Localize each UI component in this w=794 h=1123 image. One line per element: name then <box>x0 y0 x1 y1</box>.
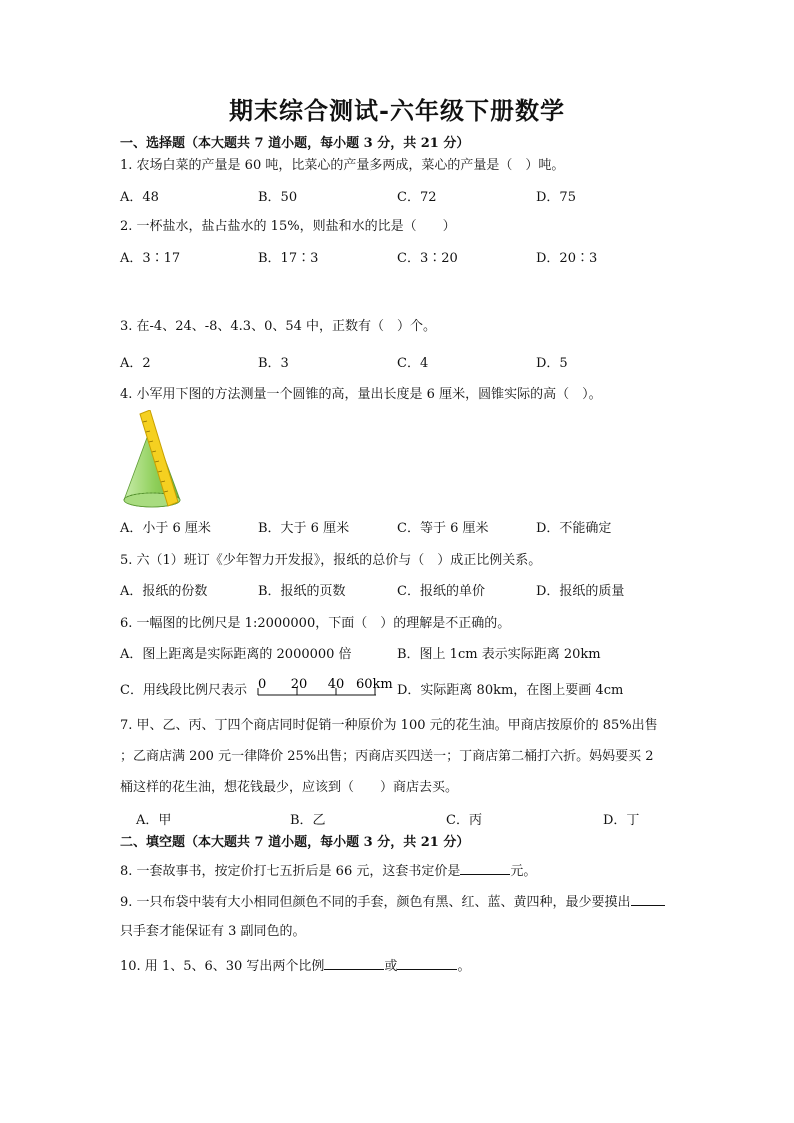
q10-answer-blank-1[interactable] <box>324 957 384 970</box>
question-7-line-3: 桶这样的花生油，想花钱最少，应该到（ ）商店去买。 <box>120 780 459 795</box>
q2-option-a[interactable]: A．3∶17 <box>120 251 181 266</box>
question-2-stem: 2. 一杯盐水，盐占盐水的 15%，则盐和水的比是（ ） <box>120 219 456 234</box>
q6-option-d[interactable]: D．实际距离 80km，在图上要画 4cm <box>397 683 624 698</box>
q2-option-c[interactable]: C．3∶20 <box>397 251 458 266</box>
q3-option-c[interactable]: C．4 <box>397 356 429 371</box>
q10-text-after: 。 <box>457 959 471 974</box>
q6-option-b[interactable]: B．图上 1cm 表示实际距离 20km <box>397 647 601 662</box>
cone-ruler-figure <box>112 410 192 514</box>
q1-option-d[interactable]: D．75 <box>536 190 576 205</box>
line-scale-bar <box>256 674 396 702</box>
question-3-stem: 3. 在-4、24、-8、4.3、0、54 中，正数有（ ）个。 <box>120 319 437 334</box>
q10-answer-blank-2[interactable] <box>397 957 457 970</box>
q3-option-d[interactable]: D．5 <box>536 356 568 371</box>
q1-option-c[interactable]: C．72 <box>397 190 437 205</box>
question-8 <box>120 862 536 880</box>
q7-option-b[interactable]: B．乙 <box>290 813 326 828</box>
question-9-line-2: 只手套才能保证有 3 副同色的。 <box>120 924 306 939</box>
section-heading-choice: 一、选择题（本大题共 7 道小题，每小题 3 分，共 21 分） <box>120 136 470 151</box>
scale-label-0: 0 <box>258 677 267 692</box>
question-7-line-2: ；乙商店满 200 元一律降价 25%出售；丙商店买四送一；丁商店第二桶打六折。妈妈要买 2 <box>120 749 654 764</box>
q10-text-before: 10. 用 1、5、6、30 写出两个比例 <box>120 959 325 974</box>
q7-option-c[interactable]: C．丙 <box>446 813 482 828</box>
question-4-stem: 4. 小军用下图的方法测量一个圆锥的高，量出长度是 6 厘米，圆锥实际的高（ ）。 <box>120 387 602 402</box>
question-1-stem: 1. 农场白菜的产量是 60 吨，比菜心的产量多两成，菜心的产量是（ ）吨。 <box>120 158 565 173</box>
q9-answer-blank[interactable] <box>631 893 665 906</box>
q8-text-before: 8. 一套故事书，按定价打七五折后是 66 元，这套书定价是 <box>120 864 461 879</box>
q10-text-or: 或 <box>384 959 398 974</box>
q4-option-b[interactable]: B．大于 6 厘米 <box>258 521 350 536</box>
q5-option-d[interactable]: D．报纸的质量 <box>536 584 625 599</box>
q8-text-after: 元。 <box>510 864 537 879</box>
section-heading-fill: 二、填空题（本大题共 7 道小题，每小题 3 分，共 21 分） <box>120 835 470 850</box>
q5-option-b[interactable]: B．报纸的页数 <box>258 584 346 599</box>
q2-option-d[interactable]: D．20∶3 <box>536 251 598 266</box>
question-7-line-1: 7. 甲、乙、丙、丁四个商店同时促销一种原价为 100 元的花生油。甲商店按原价的 85%出售 <box>120 718 658 733</box>
q1-option-b[interactable]: B．50 <box>258 190 298 205</box>
q3-option-a[interactable]: A．2 <box>120 356 151 371</box>
q5-option-c[interactable]: C．报纸的单价 <box>397 584 485 599</box>
q5-option-a[interactable]: A．报纸的份数 <box>120 584 208 599</box>
q6-option-a[interactable]: A．图上距离是实际距离的 2000000 倍 <box>120 647 352 662</box>
q6-option-c[interactable]: C．用线段比例尺表示 <box>120 683 247 698</box>
q4-option-a[interactable]: A．小于 6 厘米 <box>120 521 211 536</box>
question-10 <box>120 957 470 975</box>
q3-option-b[interactable]: B．3 <box>258 356 289 371</box>
q4-option-d[interactable]: D．不能确定 <box>536 521 612 536</box>
q7-option-d[interactable]: D．丁 <box>603 813 640 828</box>
question-5-stem: 5. 六（1）班订《少年智力开发报》，报纸的总价与（ ）成正比例关系。 <box>120 553 542 568</box>
q1-option-a[interactable]: A．48 <box>120 190 159 205</box>
q9-text-line-1: 9. 一只布袋中装有大小相同但颜色不同的手套，颜色有黑、红、蓝、黄四种，最少要摸出 <box>120 895 631 910</box>
question-6-stem: 6. 一幅图的比例尺是 1:2000000，下面（ ）的理解是不正确的。 <box>120 616 511 631</box>
scale-label-40: 40 <box>327 677 345 692</box>
question-9-line-1 <box>120 893 665 911</box>
scale-label-60km: 60km <box>356 677 393 692</box>
scale-label-20: 20 <box>290 677 308 692</box>
q7-option-a[interactable]: A．甲 <box>136 813 172 828</box>
q8-answer-blank[interactable] <box>460 862 510 875</box>
page-title: 期末综合测试-六年级下册数学 <box>229 96 565 125</box>
q4-option-c[interactable]: C．等于 6 厘米 <box>397 521 489 536</box>
q2-option-b[interactable]: B．17∶3 <box>258 251 319 266</box>
